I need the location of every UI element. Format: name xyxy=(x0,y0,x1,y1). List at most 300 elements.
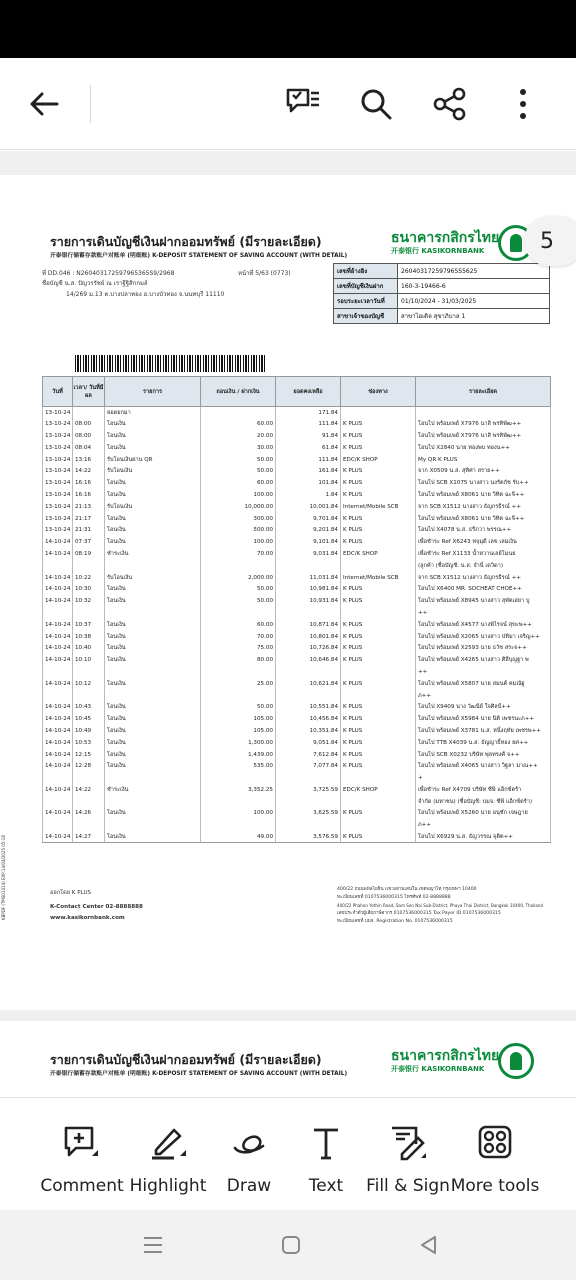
row-description xyxy=(105,607,201,619)
table-row xyxy=(43,784,551,796)
row-channel: K PLUS xyxy=(341,831,416,843)
share-icon[interactable] xyxy=(430,84,470,124)
row-amount xyxy=(201,560,276,572)
row-description: โอนเงิน xyxy=(105,749,201,761)
row-time: 08:19 xyxy=(73,548,105,560)
row-description: โอนเงิน xyxy=(105,619,201,631)
row-time: 10:37 xyxy=(73,619,105,631)
table-row xyxy=(43,772,551,784)
back-icon[interactable] xyxy=(413,1230,443,1260)
table-row xyxy=(43,477,551,489)
row-description: โอนเงิน xyxy=(105,701,201,713)
row-date xyxy=(43,819,73,831)
row-details: โอนไป X9409 นาง วัฒนีย์ ใจศิลป์++ xyxy=(416,701,551,713)
row-description: โอนเงิน xyxy=(105,808,201,820)
page-reference: หน้าที่ 5/63 (0773) xyxy=(238,270,291,277)
row-time: 21:13 xyxy=(73,501,105,513)
row-balance: 10,801.84 xyxy=(276,631,341,643)
row-amount: 70.00 xyxy=(201,631,276,643)
table-row xyxy=(43,430,551,442)
more-vert-icon[interactable] xyxy=(503,84,543,124)
row-time: 12:28 xyxy=(73,760,105,772)
status-bar xyxy=(0,0,576,58)
row-details: ++ xyxy=(416,666,551,678)
row-description: ชำระเงิน xyxy=(105,548,201,560)
row-balance: 7,077.84 xyxy=(276,760,341,772)
row-time: 10:10 xyxy=(73,654,105,666)
row-channel: K PLUS xyxy=(341,536,416,548)
row-time: 08:00 xyxy=(73,430,105,442)
table-row xyxy=(43,631,551,643)
row-date xyxy=(43,560,73,572)
info-row xyxy=(334,309,550,324)
row-channel xyxy=(341,690,416,702)
row-details: โอนไป SCB X0232 บริษัท พุ่ลทรงศ์ จ++ xyxy=(416,749,551,761)
row-details: โอนไป พร้อมเพย์ X8945 นางสาว สุพัตเสยา บู xyxy=(416,595,551,607)
footer-issuer: ออกโดย K PLUS xyxy=(50,890,92,896)
row-amount: 50.00 xyxy=(201,701,276,713)
row-channel: K PLUS xyxy=(341,477,416,489)
row-time: 12:15 xyxy=(73,749,105,761)
row-date: 14-10-24 xyxy=(43,760,73,772)
row-description xyxy=(105,796,201,808)
row-balance: 10,001.84 xyxy=(276,501,341,513)
row-channel: K PLUS xyxy=(341,713,416,725)
row-date: 13-10-24 xyxy=(43,501,73,513)
row-amount: 105.00 xyxy=(201,725,276,737)
barcode xyxy=(75,355,265,372)
fill-sign-icon xyxy=(388,1124,428,1162)
col-date: วันที่ xyxy=(43,377,73,407)
row-channel xyxy=(341,666,416,678)
statement-subtitle: 开泰银行储蓄存款账户对账单 (明细账) K-DEPOSIT STATEMENT OF SAVING ACCOUNT (WITH DETAIL) xyxy=(50,253,348,259)
row-description: โอนเงิน xyxy=(105,831,201,843)
row-time: 10:53 xyxy=(73,737,105,749)
row-amount: 70.00 xyxy=(201,548,276,560)
table-row xyxy=(43,607,551,619)
tool-fill-sign[interactable] xyxy=(366,1098,450,1211)
row-amount: 500.00 xyxy=(201,524,276,536)
row-details: โอนไป พร้อมเพย์ X3781 น.ส. หนึ่งฤทัย เพชรพ++ xyxy=(416,725,551,737)
row-date: 14-10-24 xyxy=(43,631,73,643)
row-date: 13-10-24 xyxy=(43,524,73,536)
table-row xyxy=(43,760,551,772)
footer-contact: K-Contact Center 02-8888888 xyxy=(50,904,143,910)
row-details: My QR K PLUS xyxy=(416,454,551,466)
row-time: 14:27 xyxy=(73,831,105,843)
row-date: 14-10-24 xyxy=(43,654,73,666)
table-row xyxy=(43,808,551,820)
row-time xyxy=(73,690,105,702)
info-value: 260403172597965S5625 xyxy=(398,264,550,279)
table-row xyxy=(43,572,551,584)
grid-icon xyxy=(475,1124,515,1162)
row-channel: EDC/K SHOP xyxy=(341,454,416,466)
row-details: โอนไป พร้อมเพย์ X7976 นาสิ พรทิพัฒ++ xyxy=(416,418,551,430)
row-channel: K PLUS xyxy=(341,619,416,631)
row-channel: K PLUS xyxy=(341,524,416,536)
row-amount: 100.00 xyxy=(201,489,276,501)
row-channel: K PLUS xyxy=(341,678,416,690)
row-details: โอนไป พร้อมเพย์ X5807 นาย สมนต์ คมณัฐ xyxy=(416,678,551,690)
row-description: รับโอนเงินผ่าน QR xyxy=(105,454,201,466)
next-statement-page xyxy=(0,1021,576,1097)
row-balance xyxy=(276,607,341,619)
info-value: 160-3-19466-6 xyxy=(398,279,550,294)
row-balance xyxy=(276,666,341,678)
footer-taxid: เลขประจำตัวผู้เสียภาษีอากร 0107536000315 Tax Payer ID 0107536000315 xyxy=(337,911,501,916)
row-balance: 10,621.84 xyxy=(276,678,341,690)
row-date: 13-10-24 xyxy=(43,454,73,466)
row-details: โอนไป พร้อมเพย์ X8061 นาย วิทิต ฉะจี++ xyxy=(416,513,551,525)
row-description xyxy=(105,819,201,831)
row-time xyxy=(73,819,105,831)
row-details: จาก X0509 น.ส. สุทิศา สราย++ xyxy=(416,465,551,477)
row-balance: 11,031.84 xyxy=(276,572,341,584)
row-balance xyxy=(276,690,341,702)
row-details: + xyxy=(416,772,551,784)
row-amount xyxy=(201,690,276,702)
row-balance: 1.84 xyxy=(276,489,341,501)
row-description: โอนเงิน xyxy=(105,654,201,666)
row-description: รับโอนเงิน xyxy=(105,572,201,584)
table-row xyxy=(43,536,551,548)
bottom-toolbar xyxy=(0,1097,576,1210)
row-date xyxy=(43,666,73,678)
table-row xyxy=(43,418,551,430)
row-description: ยอดยกมา xyxy=(105,407,201,419)
row-description: รับโอนเงิน xyxy=(105,465,201,477)
row-details xyxy=(416,407,551,419)
table-row xyxy=(43,524,551,536)
row-amount: 300.00 xyxy=(201,513,276,525)
page2-title: รายการเดินบัญชีเงินฝากออมทรัพย์ (มีรายละเอียด) xyxy=(50,1052,322,1067)
row-time: 07:37 xyxy=(73,536,105,548)
table-row xyxy=(43,454,551,466)
table-row xyxy=(43,690,551,702)
row-details: โอนไป พร้อมเพย์ X7976 นาสิ พรทิพัฒ++ xyxy=(416,430,551,442)
row-details: โอนไป SCB X1075 นางสาว นงรัตกัช รับ++ xyxy=(416,477,551,489)
row-details: โอนไป TTB X4039 น.ส. ธัญญาธิ์ทอง ยศ++ xyxy=(416,737,551,749)
table-row xyxy=(43,442,551,454)
row-balance: 10,981.84 xyxy=(276,583,341,595)
row-details: เพื่อชำระ Ref X6243 หจุมุดี เลข เล่มเงิน xyxy=(416,536,551,548)
row-amount xyxy=(201,607,276,619)
row-details: โอนไป พร้อมเพย์ X5260 นาย อนุชัก เจษฎาย xyxy=(416,808,551,820)
row-time xyxy=(73,607,105,619)
comment-list-icon[interactable] xyxy=(283,84,323,124)
statement-title: รายการเดินบัญชีเงินฝากออมทรัพย์ (มีรายละเอียด) xyxy=(50,234,322,249)
row-date: 13-10-24 xyxy=(43,407,73,419)
row-details: โอนไป X2840 นาย ทองพบ ทองน++ xyxy=(416,442,551,454)
row-date: 13-10-24 xyxy=(43,477,73,489)
row-description: โอนเงิน xyxy=(105,760,201,772)
row-time: 14:22 xyxy=(73,465,105,477)
row-balance xyxy=(276,772,341,784)
col-channel: ช่องทาง xyxy=(341,377,416,407)
row-date: 14-10-24 xyxy=(43,749,73,761)
row-balance: 61.84 xyxy=(276,442,341,454)
row-time: 10:22 xyxy=(73,572,105,584)
row-date: 14-10-24 xyxy=(43,536,73,548)
row-details: จาก SCB X1512 นางสาว ธัญกรธีรณ์ ++ xyxy=(416,501,551,513)
info-key: เลขที่อ้างอิง xyxy=(334,264,398,279)
row-balance: 171.84 xyxy=(276,407,341,419)
row-amount xyxy=(201,819,276,831)
col-details: รายละเอียด xyxy=(416,377,551,407)
row-amount: 2,000.00 xyxy=(201,572,276,584)
row-description xyxy=(105,560,201,572)
row-date xyxy=(43,607,73,619)
row-amount xyxy=(201,796,276,808)
row-amount: 50.00 xyxy=(201,583,276,595)
row-description: โอนเงิน xyxy=(105,536,201,548)
row-date xyxy=(43,772,73,784)
row-channel xyxy=(341,607,416,619)
row-date: 14-10-24 xyxy=(43,737,73,749)
row-details: โอนไป พร้อมเพย์ X8061 นาย วิทิต ฉะจี++ xyxy=(416,489,551,501)
row-description: โอนเงิน xyxy=(105,524,201,536)
row-amount: 20.00 xyxy=(201,430,276,442)
page-number-badge[interactable] xyxy=(524,216,576,266)
col-amount: ถอนเงิน / ฝากเงิน xyxy=(201,377,276,407)
row-description: ชำระเงิน xyxy=(105,784,201,796)
tool-draw[interactable] xyxy=(218,1098,280,1211)
row-balance: 7,612.84 xyxy=(276,749,341,761)
row-time: 10:49 xyxy=(73,725,105,737)
row-amount: 49.00 xyxy=(201,831,276,843)
row-time: 10:30 xyxy=(73,583,105,595)
back-arrow-icon[interactable] xyxy=(24,84,64,124)
row-description: โอนเงิน xyxy=(105,725,201,737)
footer-registration: ทะเบียนเลขที่ บมจ. Registration No. 0107536000315 xyxy=(337,919,453,924)
table-row xyxy=(43,654,551,666)
table-row xyxy=(43,595,551,607)
row-balance: 9,031.84 xyxy=(276,548,341,560)
row-amount xyxy=(201,407,276,419)
info-row xyxy=(334,294,550,309)
row-channel xyxy=(341,796,416,808)
row-time: 10:12 xyxy=(73,678,105,690)
row-balance: 10,646.84 xyxy=(276,654,341,666)
row-description: โอนเงิน xyxy=(105,583,201,595)
row-balance: 3,725.59 xyxy=(276,784,341,796)
row-details: โอนไป พร้อมเพย์ X2065 นางสาว ปทิมา เจริญ++ xyxy=(416,631,551,643)
document-viewer[interactable] xyxy=(0,151,576,1097)
table-row xyxy=(43,583,551,595)
row-details: โอนไป พร้อมเพย์ X4265 นางสาว ศิลีบุญฐา พ xyxy=(416,654,551,666)
row-channel xyxy=(341,772,416,784)
row-channel: K PLUS xyxy=(341,701,416,713)
table-row xyxy=(43,548,551,560)
table-row xyxy=(43,513,551,525)
row-channel: K PLUS xyxy=(341,595,416,607)
tool-label: Highlight xyxy=(129,1176,207,1196)
row-details: เพื่อชำระ Ref X4709 บริษัท ซีพี แอ็กซ์ตร้า xyxy=(416,784,551,796)
row-balance: 101.84 xyxy=(276,477,341,489)
row-balance: 9,051.84 xyxy=(276,737,341,749)
table-row xyxy=(43,407,551,419)
table-row xyxy=(43,560,551,572)
row-balance: 9,101.84 xyxy=(276,536,341,548)
row-time: 14:22 xyxy=(73,784,105,796)
row-time: 10:38 xyxy=(73,631,105,643)
bank-name-english: 开泰银行 KASIKORNBANK xyxy=(391,247,485,255)
table-row xyxy=(43,737,551,749)
row-amount: 30.00 xyxy=(201,442,276,454)
row-channel: K PLUS xyxy=(341,489,416,501)
row-date: 14-10-24 xyxy=(43,725,73,737)
info-row xyxy=(334,279,550,294)
table-row xyxy=(43,678,551,690)
row-time: 08:04 xyxy=(73,442,105,454)
info-row xyxy=(334,264,550,279)
row-balance: 111.84 xyxy=(276,454,341,466)
row-amount: 80.00 xyxy=(201,654,276,666)
row-description: โอนเงิน xyxy=(105,477,201,489)
row-amount xyxy=(201,666,276,678)
row-description xyxy=(105,666,201,678)
row-details: โอนไป X6929 น.ส. ธัญวรรณ จุติต++ xyxy=(416,831,551,843)
row-date: 13-10-24 xyxy=(43,513,73,525)
row-channel: K PLUS xyxy=(341,725,416,737)
row-amount: 50.00 xyxy=(201,454,276,466)
page2-bank-name-english: 开泰银行 KASIKORNBANK xyxy=(391,1065,485,1073)
home-icon[interactable] xyxy=(276,1230,306,1260)
row-date: 13-10-24 xyxy=(43,465,73,477)
row-time xyxy=(73,560,105,572)
row-date: 14-10-24 xyxy=(43,572,73,584)
table-header-row xyxy=(43,377,551,407)
row-channel: K PLUS xyxy=(341,465,416,477)
row-amount: 105.00 xyxy=(201,713,276,725)
col-description: รายการ xyxy=(105,377,201,407)
row-amount: 1,300.00 xyxy=(201,737,276,749)
row-description: โอนเงิน xyxy=(105,678,201,690)
col-time: เวลา/ วันที่มีผล xyxy=(73,377,105,407)
account-holder-name: ชื่อบัญชี น.ส. ปัญวรรัชย์ ณ เราฐีฐิสิกกมล์ xyxy=(42,280,148,287)
footer-address-3: 400/22 Phahon Yothin Road, Sam Sen Nai Sub-District, Phaya Thai District, Bangkok 10400, Thailand xyxy=(337,903,544,908)
row-amount: 535.00 xyxy=(201,760,276,772)
row-details: โอนไป พร้อมเพย์ X5984 นาย นิติ เพชรนะภ++ xyxy=(416,713,551,725)
row-description: โอนเงิน xyxy=(105,418,201,430)
row-date: 13-10-24 xyxy=(43,418,73,430)
row-details: ++ xyxy=(416,607,551,619)
row-time xyxy=(73,666,105,678)
row-description: โอนเงิน xyxy=(105,442,201,454)
row-channel: K PLUS xyxy=(341,430,416,442)
row-balance: 111.84 xyxy=(276,418,341,430)
row-date: 14-10-24 xyxy=(43,619,73,631)
page2-subtitle: 开泰银行储蓄存款账户对账单 (明细账) K-DEPOSIT STATEMENT OF SAVING ACCOUNT (WITH DETAIL) xyxy=(50,1071,348,1077)
row-time: 10:43 xyxy=(73,701,105,713)
info-value: 01/10/2024 - 31/03/2025 xyxy=(398,294,550,309)
row-channel: K PLUS xyxy=(341,760,416,772)
row-channel xyxy=(341,560,416,572)
row-description: โอนเงิน xyxy=(105,513,201,525)
row-channel: K PLUS xyxy=(341,418,416,430)
info-key: สาขาเจ้าของบัญชี xyxy=(334,309,398,324)
tool-more-tools[interactable] xyxy=(450,1098,540,1211)
row-date: 13-10-24 xyxy=(43,430,73,442)
table-row xyxy=(43,701,551,713)
row-time: 10:45 xyxy=(73,713,105,725)
row-channel: K PLUS xyxy=(341,654,416,666)
bank-name-thai: ธนาคารกสิกรไทย xyxy=(391,230,500,246)
tool-label: Draw xyxy=(226,1176,272,1196)
table-row xyxy=(43,819,551,831)
row-details: จำกัด (มหาชน) (ชื่อบัญชี: บมจ. ซีพี แอ็กซ์ตร้า) xyxy=(416,796,551,808)
info-key: เลขที่บัญชีเงินฝาก xyxy=(334,279,398,294)
row-description: รับโอนเงิน xyxy=(105,501,201,513)
row-amount: 75.00 xyxy=(201,642,276,654)
transaction-table xyxy=(42,376,551,843)
table-row xyxy=(43,831,551,843)
row-channel: K PLUS xyxy=(341,808,416,820)
row-time: 10:40 xyxy=(73,642,105,654)
row-channel: Internet/Mobile SCB xyxy=(341,572,416,584)
account-info-table xyxy=(333,263,550,324)
row-amount: 100.00 xyxy=(201,808,276,820)
row-date: 13-10-24 xyxy=(43,442,73,454)
row-date: 14-10-24 xyxy=(43,595,73,607)
table-row xyxy=(43,749,551,761)
tool-comment[interactable] xyxy=(40,1098,124,1211)
row-details: ภ++ xyxy=(416,690,551,702)
page2-kasikornbank-logo xyxy=(498,1043,534,1079)
tool-text[interactable] xyxy=(298,1098,354,1211)
system-nav-bar xyxy=(0,1210,576,1280)
tool-label: Fill & Sign xyxy=(366,1176,450,1196)
row-date xyxy=(43,796,73,808)
row-date: 14-10-24 xyxy=(43,808,73,820)
search-icon[interactable] xyxy=(356,84,396,124)
row-channel: Internet/Mobile SCB xyxy=(341,501,416,513)
row-details: โอนไป พร้อมเพย์ X4065 นางสาว วิฐลา มาณ++ xyxy=(416,760,551,772)
row-details: ภ++ xyxy=(416,819,551,831)
col-balance: ยอดคงเหลือ xyxy=(276,377,341,407)
table-row xyxy=(43,666,551,678)
row-balance: 10,931.84 xyxy=(276,595,341,607)
tool-highlight[interactable] xyxy=(128,1098,208,1211)
draw-icon xyxy=(229,1124,269,1162)
row-channel: K PLUS xyxy=(341,642,416,654)
row-amount: 10,000.00 xyxy=(201,501,276,513)
page2-bank-name-thai: ธนาคารกสิกรไทย xyxy=(391,1048,500,1064)
account-holder-address: 14/269 ม.13 ต.บางปลาทอง อ.บางบัวทอง จ.นนทบุรี 11110 xyxy=(66,291,225,298)
side-code: KBPDF (TMS01414) EXP:14/04/2025 05:18 xyxy=(1,835,6,920)
row-channel: K PLUS xyxy=(341,749,416,761)
row-date: 14-10-24 xyxy=(43,548,73,560)
row-details: (ลูกค้า (ชื่อบัญชี: น.ส. จำนี่ เดวิดา) xyxy=(416,560,551,572)
row-channel: K PLUS xyxy=(341,631,416,643)
info-key: รอบระยะเวลาวันที่ xyxy=(334,294,398,309)
row-channel xyxy=(341,819,416,831)
page-number: 5 xyxy=(540,228,554,254)
row-date: 14-10-24 xyxy=(43,713,73,725)
highlighter-icon xyxy=(148,1124,188,1162)
table-row xyxy=(43,465,551,477)
statement-page xyxy=(0,175,576,1010)
footer-address-1: 400/22 ถนนพหลโยธิน แขวงสามเสนใน เขตพญาไท กรุงเทพฯ 10400 xyxy=(337,887,477,892)
recents-icon[interactable] xyxy=(138,1230,168,1260)
row-amount: 50.00 xyxy=(201,595,276,607)
row-balance: 161.84 xyxy=(276,465,341,477)
row-balance: 10,456.84 xyxy=(276,713,341,725)
table-row xyxy=(43,725,551,737)
row-balance xyxy=(276,796,341,808)
table-row xyxy=(43,489,551,501)
